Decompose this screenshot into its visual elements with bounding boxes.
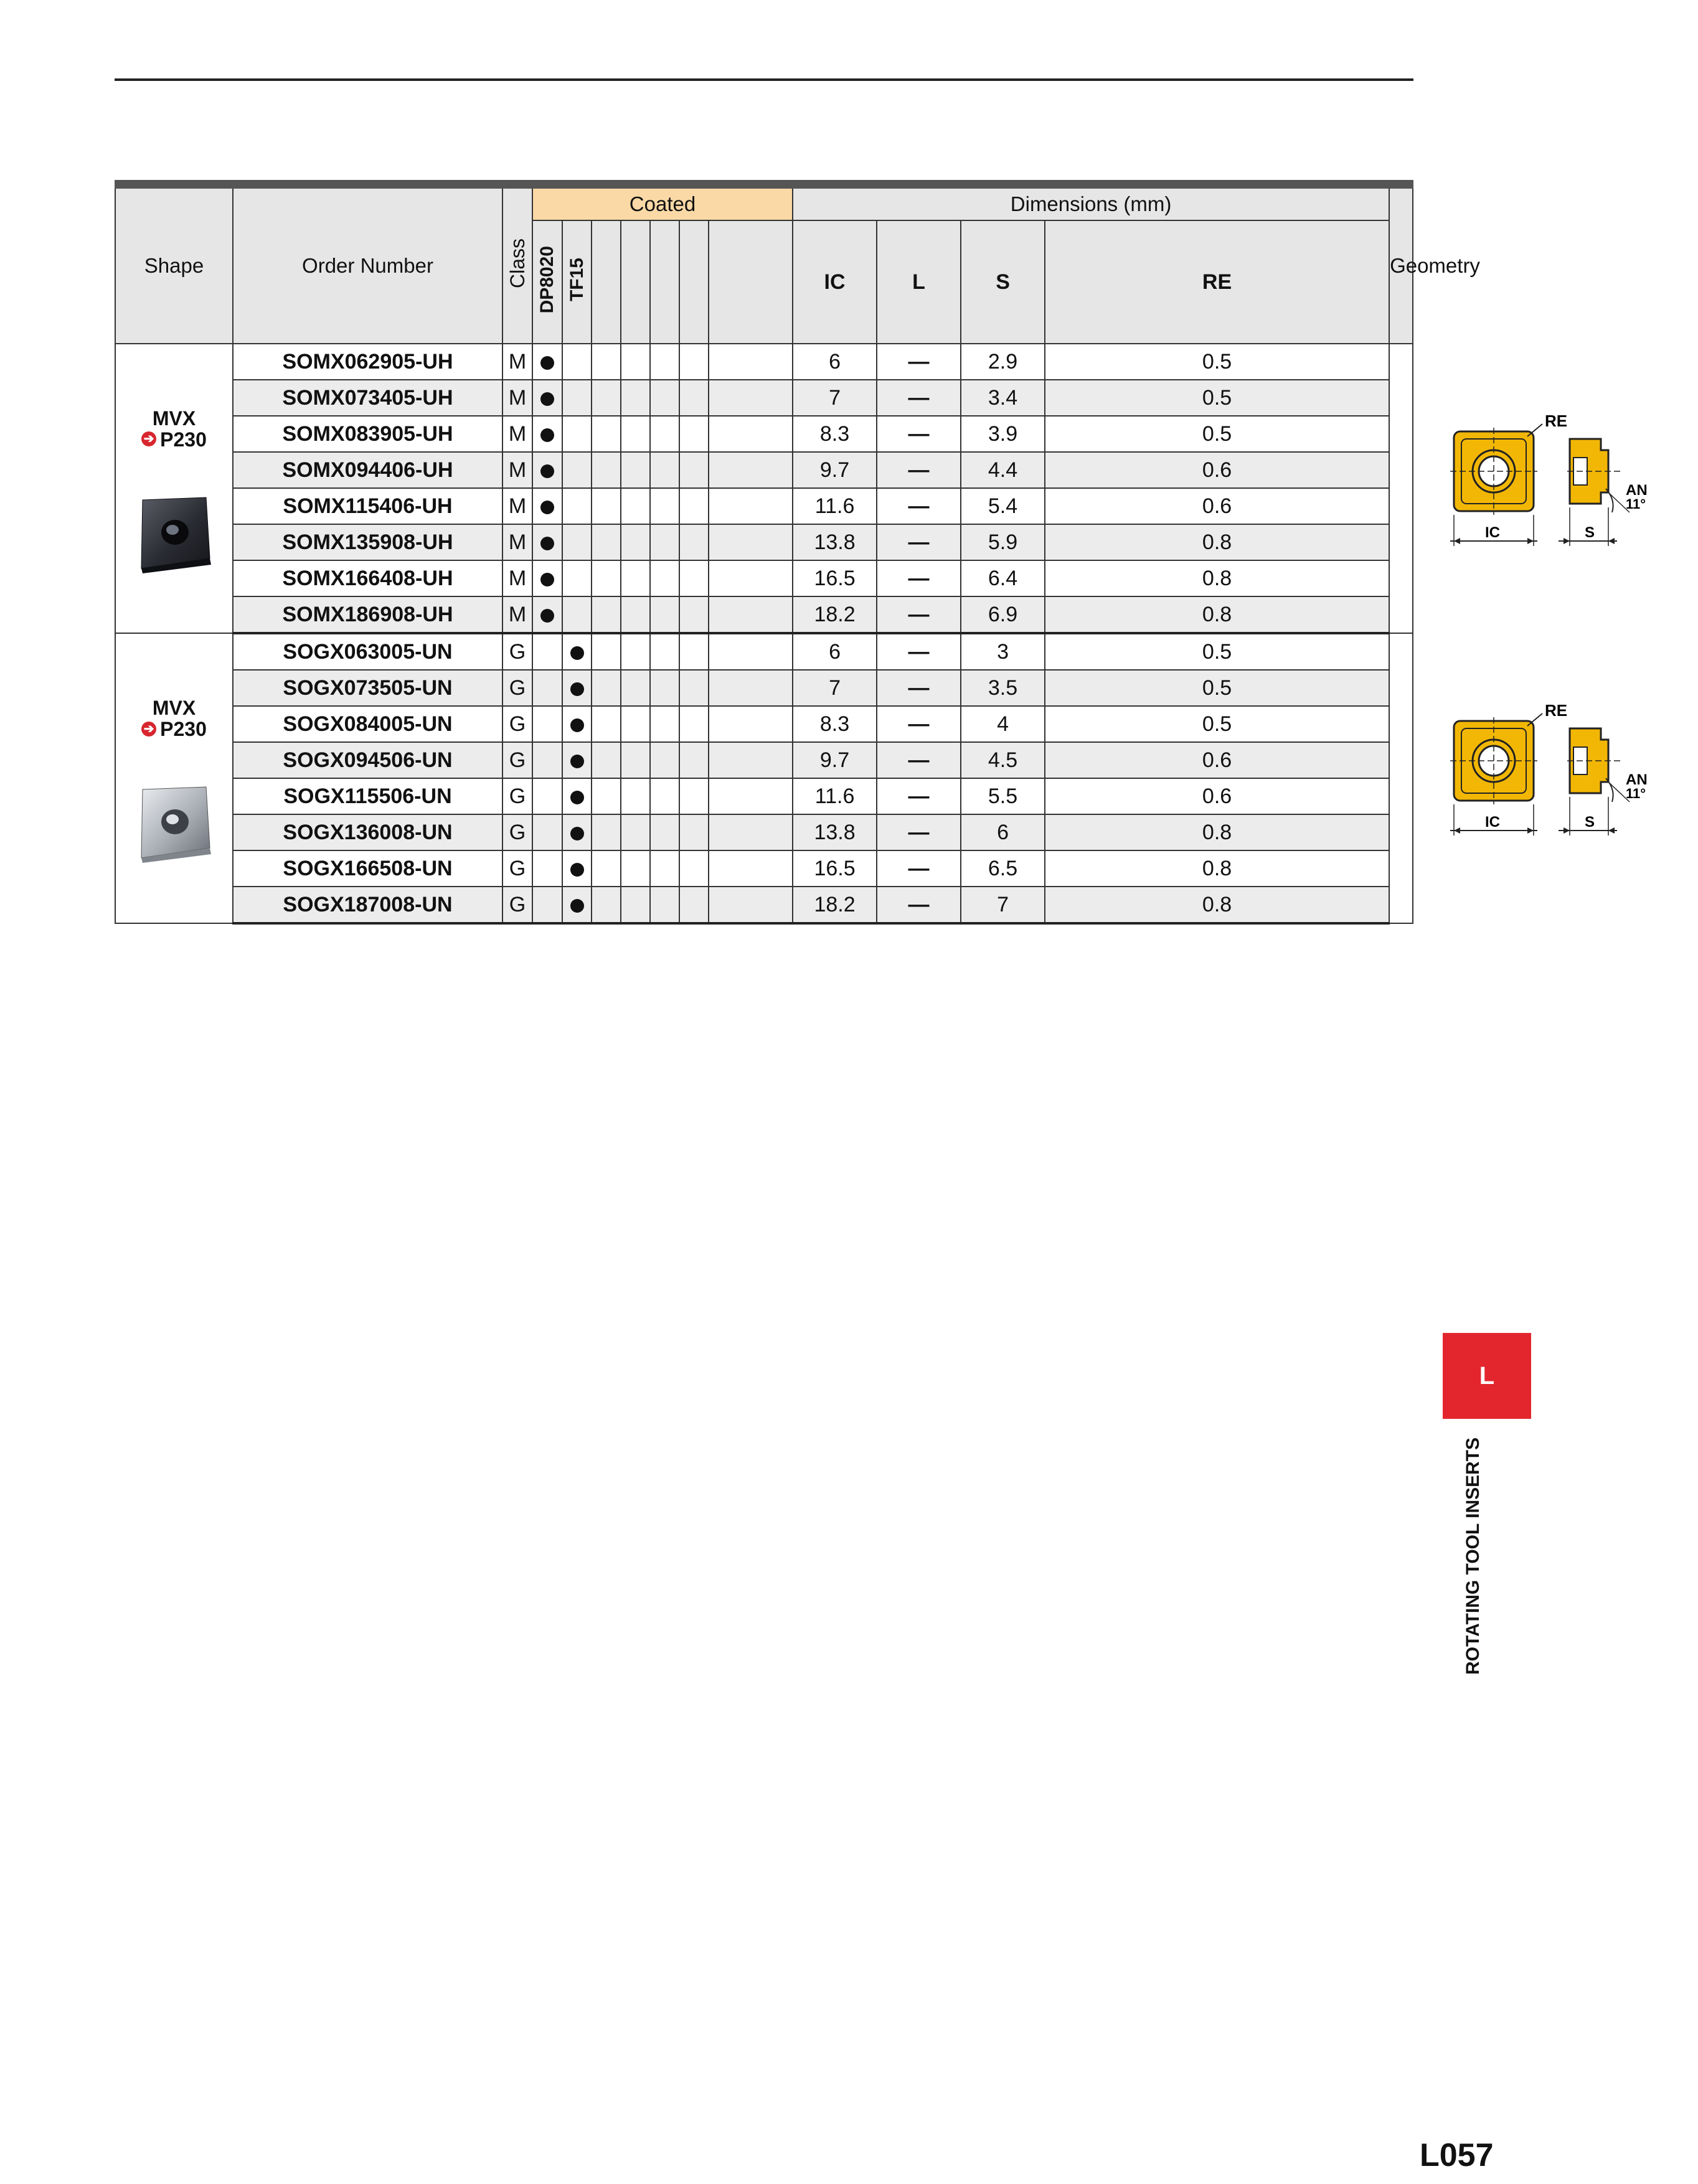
grade-cell — [709, 670, 793, 706]
header-ic: IC — [793, 220, 877, 344]
grade-cell — [621, 670, 650, 706]
table-row — [115, 596, 1413, 633]
grade-cell — [562, 778, 592, 814]
dim-s: 6.9 — [961, 596, 1045, 633]
grade-cell — [709, 344, 793, 380]
class-cell: M — [502, 344, 532, 380]
grade-cell — [592, 633, 621, 670]
table-row — [115, 887, 1413, 923]
geometry-label-re: RE — [1545, 701, 1568, 720]
dim-l: — — [877, 742, 961, 778]
availability-dot-icon — [570, 646, 584, 660]
dim-l: — — [877, 344, 961, 380]
dim-l: — — [877, 814, 961, 850]
grade-cell — [621, 560, 650, 596]
grade-cell — [650, 524, 679, 560]
order-number[interactable]: SOGX084005-UN — [233, 706, 502, 742]
dim-ic: 13.8 — [793, 814, 877, 850]
table-row — [115, 633, 1413, 670]
availability-dot-icon — [570, 755, 584, 768]
class-cell: M — [502, 560, 532, 596]
availability-dot-icon — [540, 573, 554, 586]
shape-reference-page: P230 — [160, 718, 207, 740]
geometry-label-an: AN — [1626, 771, 1648, 788]
class-cell: M — [502, 596, 532, 633]
dim-s: 5.4 — [961, 488, 1045, 524]
dim-re: 0.5 — [1045, 706, 1389, 742]
shape-name: MVX — [152, 407, 196, 430]
dim-l: — — [877, 596, 961, 633]
shape-reference[interactable] — [116, 718, 232, 740]
grade-cell — [562, 560, 592, 596]
grade-cell — [709, 416, 793, 452]
dim-s: 5.5 — [961, 778, 1045, 814]
dim-re: 0.8 — [1045, 814, 1389, 850]
grade-cell — [532, 814, 562, 850]
availability-dot-icon — [570, 899, 584, 913]
order-number[interactable]: SOGX063005-UN — [233, 633, 502, 670]
geometry-label-s: S — [1585, 524, 1595, 541]
grade-cell — [592, 524, 621, 560]
dim-s: 2.9 — [961, 344, 1045, 380]
dim-l: — — [877, 488, 961, 524]
grade-cell — [709, 452, 793, 488]
grade-cell — [621, 706, 650, 742]
class-cell: G — [502, 633, 532, 670]
dim-re: 0.5 — [1045, 670, 1389, 706]
grade-cell — [621, 850, 650, 887]
dim-s: 7 — [961, 887, 1045, 923]
insert-spec-table — [115, 180, 1648, 925]
grade-cell — [592, 887, 621, 923]
table-row — [115, 524, 1413, 560]
grade-cell — [532, 742, 562, 778]
header-grade-empty — [621, 220, 650, 344]
geometry-label-angle: 11° — [1626, 496, 1646, 512]
class-cell: M — [502, 416, 532, 452]
grade-cell — [562, 488, 592, 524]
header-grade-dp8020 — [532, 220, 562, 344]
section-tab-title-container — [1463, 1426, 1494, 1675]
grade-cell — [650, 633, 679, 670]
grade-cell — [562, 633, 592, 670]
table-row — [115, 452, 1413, 488]
shape-name: MVX — [152, 697, 196, 719]
dim-ic: 18.2 — [793, 887, 877, 923]
class-cell: G — [502, 778, 532, 814]
geometry-drawing — [1449, 701, 1698, 847]
shape-reference[interactable] — [116, 429, 232, 450]
table-row — [115, 380, 1413, 416]
grade-cell — [532, 596, 562, 633]
order-number[interactable]: SOMX166408-UH — [233, 560, 502, 596]
grade-cell — [532, 706, 562, 742]
grade-cell — [562, 887, 592, 923]
grade-cell — [532, 488, 562, 524]
grade-cell — [562, 596, 592, 633]
insert-photo-icon — [134, 494, 215, 575]
grade-cell — [679, 344, 709, 380]
order-number[interactable]: SOMX062905-UH — [233, 344, 502, 380]
header-shape: Shape — [115, 184, 233, 344]
dim-s: 4 — [961, 706, 1045, 742]
table-row — [115, 488, 1413, 524]
dim-s: 3.4 — [961, 380, 1045, 416]
page-reference-arrow-icon: ➔ — [141, 722, 156, 737]
dim-s: 3 — [961, 633, 1045, 670]
grade-cell — [532, 524, 562, 560]
grade-cell — [562, 670, 592, 706]
dim-l: — — [877, 524, 961, 560]
grade-cell — [621, 778, 650, 814]
class-cell: M — [502, 524, 532, 560]
dim-re: 0.8 — [1045, 560, 1389, 596]
dim-l: — — [877, 850, 961, 887]
grade-cell — [709, 742, 793, 778]
grade-cell — [562, 416, 592, 452]
order-number[interactable]: SOGX115506-UN — [233, 778, 502, 814]
dim-ic: 16.5 — [793, 850, 877, 887]
grade-cell — [621, 742, 650, 778]
grade-cell — [709, 524, 793, 560]
grade-cell — [650, 814, 679, 850]
grade-cell — [709, 778, 793, 814]
dim-l: — — [877, 633, 961, 670]
grade-cell — [562, 850, 592, 887]
availability-dot-icon — [540, 392, 554, 406]
header-class — [502, 184, 532, 344]
table-row — [115, 742, 1413, 778]
order-number[interactable]: SOMX094406-UH — [233, 452, 502, 488]
grade-cell — [679, 850, 709, 887]
class-cell: M — [502, 488, 532, 524]
header-grade-empty — [592, 220, 621, 344]
dim-ic: 8.3 — [793, 706, 877, 742]
grade-cell — [621, 380, 650, 416]
header-grade-empty — [650, 220, 679, 344]
order-number[interactable]: SOMX135908-UH — [233, 524, 502, 560]
grade-cell — [621, 416, 650, 452]
grade-cell — [562, 706, 592, 742]
header-grade-empty — [709, 220, 793, 344]
order-number[interactable]: SOGX136008-UN — [233, 814, 502, 850]
order-number[interactable]: SOMX083905-UH — [233, 416, 502, 452]
dim-re: 0.8 — [1045, 887, 1389, 923]
dim-ic: 6 — [793, 633, 877, 670]
geometry-cell — [1389, 344, 1648, 633]
grade-cell — [679, 380, 709, 416]
grade-cell — [650, 596, 679, 633]
geometry-label-ic: IC — [1485, 524, 1501, 541]
grade-cell — [592, 850, 621, 887]
grade-cell — [532, 887, 562, 923]
grade-cell — [562, 742, 592, 778]
table-row — [115, 560, 1413, 596]
dim-ic: 16.5 — [793, 560, 877, 596]
geometry-drawing — [1449, 414, 1698, 557]
availability-dot-icon — [570, 827, 584, 840]
table-row — [115, 850, 1413, 887]
dim-re: 0.6 — [1045, 742, 1389, 778]
dim-l: — — [877, 416, 961, 452]
grade-cell — [562, 814, 592, 850]
dim-ic: 6 — [793, 344, 877, 380]
grade-cell — [532, 380, 562, 416]
order-number[interactable]: SOGX094506-UN — [233, 742, 502, 778]
grade-cell — [621, 814, 650, 850]
class-cell: G — [502, 887, 532, 923]
order-number[interactable]: SOGX187008-UN — [233, 887, 502, 923]
shape-cell — [115, 633, 233, 923]
dim-l: — — [877, 778, 961, 814]
grade-cell — [592, 596, 621, 633]
grade-cell — [532, 670, 562, 706]
dim-re: 0.5 — [1045, 380, 1389, 416]
header-grade-empty — [679, 220, 709, 344]
availability-dot-icon — [570, 682, 584, 696]
dim-re: 0.8 — [1045, 850, 1389, 887]
grade-cell — [592, 814, 621, 850]
grade-cell — [562, 452, 592, 488]
dim-ic: 9.7 — [793, 742, 877, 778]
class-cell: G — [502, 742, 532, 778]
grade-cell — [592, 778, 621, 814]
class-cell: G — [502, 814, 532, 850]
table-row — [115, 670, 1413, 706]
header-coated: Coated — [532, 184, 793, 220]
top-rule — [115, 78, 1413, 81]
availability-dot-icon — [540, 501, 554, 514]
dim-ic: 11.6 — [793, 488, 877, 524]
dim-ic: 13.8 — [793, 524, 877, 560]
availability-dot-icon — [570, 863, 584, 877]
header-grade-tf15 — [562, 220, 592, 344]
grade-cell — [679, 596, 709, 633]
order-number[interactable]: SOMX115406-UH — [233, 488, 502, 524]
dim-l: — — [877, 670, 961, 706]
availability-dot-icon — [540, 537, 554, 550]
dim-s: 6.4 — [961, 560, 1045, 596]
grade-cell — [650, 778, 679, 814]
dim-l: — — [877, 887, 961, 923]
shape-cell — [115, 344, 233, 633]
grade-cell — [592, 344, 621, 380]
insert-group-somx — [115, 344, 1648, 633]
grade-cell — [679, 742, 709, 778]
header-dimensions: Dimensions (mm) — [793, 184, 1389, 220]
header-s: S — [961, 220, 1045, 344]
dim-l: — — [877, 706, 961, 742]
grade-cell — [621, 633, 650, 670]
geometry-label-s: S — [1585, 814, 1595, 831]
dim-ic: 7 — [793, 380, 877, 416]
header-re: RE — [1045, 220, 1389, 344]
dim-ic: 18.2 — [793, 596, 877, 633]
geometry-label-re: RE — [1545, 412, 1568, 430]
class-cell: M — [502, 380, 532, 416]
grade-cell — [709, 488, 793, 524]
availability-dot-icon — [540, 464, 554, 478]
grade-cell — [592, 742, 621, 778]
dim-s: 4.5 — [961, 742, 1045, 778]
grade-cell — [621, 452, 650, 488]
table-row — [115, 814, 1413, 850]
grade-tf15-label: TF15 — [566, 257, 587, 302]
dim-s: 6.5 — [961, 850, 1045, 887]
dim-l: — — [877, 380, 961, 416]
grade-cell — [709, 706, 793, 742]
header-l: L — [877, 220, 961, 344]
grade-cell — [709, 850, 793, 887]
grade-cell — [562, 344, 592, 380]
dim-l: — — [877, 560, 961, 596]
availability-dot-icon — [540, 356, 554, 370]
grade-cell — [532, 416, 562, 452]
order-number[interactable]: SOMX073405-UH — [233, 380, 502, 416]
table-row — [115, 706, 1413, 742]
availability-dot-icon — [540, 428, 554, 442]
grade-cell — [532, 778, 562, 814]
grade-cell — [679, 670, 709, 706]
header-geometry: Geometry — [1389, 184, 1413, 344]
availability-dot-icon — [570, 718, 584, 732]
grade-cell — [650, 560, 679, 596]
grade-cell — [592, 488, 621, 524]
grade-cell — [679, 524, 709, 560]
grade-cell — [650, 416, 679, 452]
grade-cell — [709, 633, 793, 670]
grade-cell — [532, 560, 562, 596]
insert-spec-table-container — [115, 180, 1648, 925]
dim-s: 5.9 — [961, 524, 1045, 560]
grade-cell — [679, 416, 709, 452]
grade-cell — [709, 560, 793, 596]
grade-cell — [709, 380, 793, 416]
grade-cell — [621, 524, 650, 560]
grade-cell — [679, 706, 709, 742]
geometry-label-an: AN — [1626, 482, 1648, 499]
geometry-cell — [1389, 633, 1648, 923]
dim-ic: 11.6 — [793, 778, 877, 814]
table-row — [115, 778, 1413, 814]
dim-re: 0.6 — [1045, 778, 1389, 814]
page-reference-arrow-icon: ➔ — [141, 431, 156, 446]
order-number[interactable]: SOGX073505-UN — [233, 670, 502, 706]
availability-dot-icon — [540, 609, 554, 623]
dim-re: 0.6 — [1045, 452, 1389, 488]
grade-cell — [621, 344, 650, 380]
shape-reference-page: P230 — [160, 428, 207, 451]
class-cell: G — [502, 706, 532, 742]
dim-l: — — [877, 452, 961, 488]
grade-cell — [679, 887, 709, 923]
grade-cell — [592, 380, 621, 416]
class-cell: G — [502, 850, 532, 887]
order-number[interactable]: SOGX166508-UN — [233, 850, 502, 887]
class-cell: G — [502, 670, 532, 706]
dim-ic: 9.7 — [793, 452, 877, 488]
grade-cell — [650, 488, 679, 524]
geometry-label-angle: 11° — [1626, 786, 1646, 801]
grade-cell — [679, 488, 709, 524]
class-cell: M — [502, 452, 532, 488]
grade-dp8020-label: DP8020 — [537, 245, 557, 314]
grade-cell — [592, 452, 621, 488]
grade-cell — [532, 452, 562, 488]
grade-cell — [650, 742, 679, 778]
grade-cell — [532, 344, 562, 380]
dim-s: 4.4 — [961, 452, 1045, 488]
grade-cell — [679, 560, 709, 596]
header-order-number: Order Number — [233, 184, 502, 344]
dim-re: 0.6 — [1045, 488, 1389, 524]
geometry-label-ic: IC — [1485, 814, 1501, 831]
grade-cell — [650, 452, 679, 488]
grade-cell — [592, 706, 621, 742]
dim-re: 0.8 — [1045, 524, 1389, 560]
section-tab-title: ROTATING TOOL INSERTS — [1463, 1437, 1483, 1675]
availability-dot-icon — [570, 791, 584, 804]
grade-cell — [709, 596, 793, 633]
grade-cell — [592, 670, 621, 706]
insert-photo-icon — [134, 783, 215, 864]
grade-cell — [592, 416, 621, 452]
grade-cell — [709, 887, 793, 923]
grade-cell — [650, 670, 679, 706]
grade-cell — [562, 524, 592, 560]
grade-cell — [679, 814, 709, 850]
insert-group-sogx — [115, 633, 1648, 923]
grade-cell — [650, 706, 679, 742]
dim-re: 0.5 — [1045, 416, 1389, 452]
grade-cell — [592, 560, 621, 596]
grade-cell — [709, 814, 793, 850]
grade-cell — [532, 633, 562, 670]
grade-cell — [679, 633, 709, 670]
header-class-label: Class — [506, 238, 529, 288]
dim-re: 0.5 — [1045, 633, 1389, 670]
grade-cell — [650, 344, 679, 380]
dim-s: 3.9 — [961, 416, 1045, 452]
grade-cell — [562, 380, 592, 416]
grade-cell — [532, 850, 562, 887]
dim-ic: 7 — [793, 670, 877, 706]
grade-cell — [650, 887, 679, 923]
order-number[interactable]: SOMX186908-UH — [233, 596, 502, 633]
page-number: L057 — [1420, 2137, 1494, 2173]
grade-cell — [679, 452, 709, 488]
grade-cell — [679, 778, 709, 814]
table-row — [115, 344, 1413, 380]
section-tab-letter[interactable]: L — [1443, 1333, 1531, 1419]
dim-re: 0.8 — [1045, 596, 1389, 633]
table-row — [115, 416, 1413, 452]
grade-cell — [650, 380, 679, 416]
dim-s: 3.5 — [961, 670, 1045, 706]
grade-cell — [621, 488, 650, 524]
dim-ic: 8.3 — [793, 416, 877, 452]
grade-cell — [621, 596, 650, 633]
dim-re: 0.5 — [1045, 344, 1389, 380]
dim-s: 6 — [961, 814, 1045, 850]
grade-cell — [621, 887, 650, 923]
grade-cell — [650, 850, 679, 887]
